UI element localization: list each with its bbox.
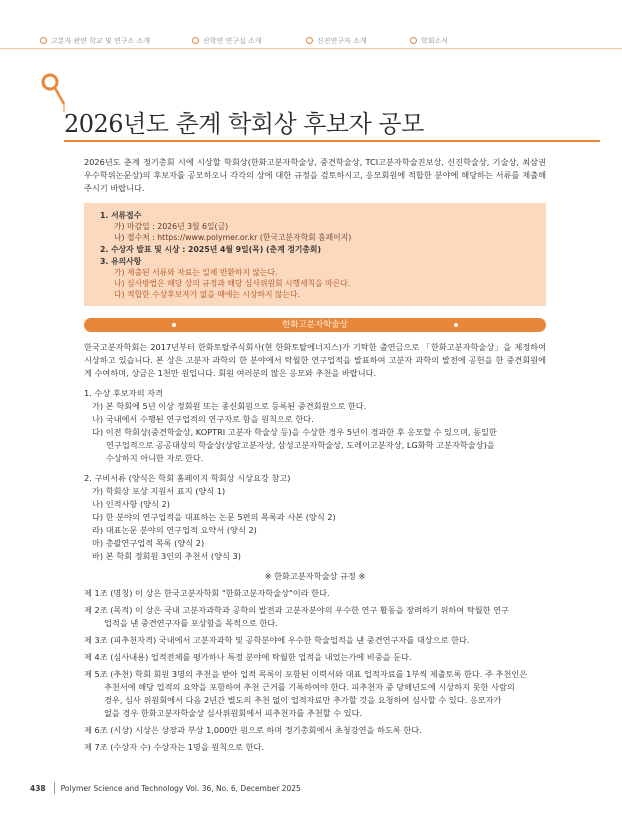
notice-caution-b: 나) 심사방법은 해당 상의 규정과 해당 심사위원회 시행세칙을 따른다. bbox=[114, 279, 351, 288]
rule-text: 제 5조 (추천) 학회 회원 3명의 추천을 받아 업적 목록이 포함된 이력서와 대표 업적자료를 1부씩 제출토록 한다. 주 추천인은 bbox=[84, 669, 528, 679]
notice-heading-cautions: 3. 유의사항 bbox=[100, 257, 142, 266]
rule-text-continued: 경우, 심사 위원회에서 다음 2년간 별도의 추천 없이 업적자료만 추가할 것을 요청하여 심사할 수 있다. 응모자가 bbox=[104, 695, 502, 705]
nav-item-label: 고분자 관련 학교 및 연구소 소개 bbox=[51, 37, 151, 45]
rule-article: 제 7조 (수상자 수) 수상자는 1명을 원칙으로 한다. bbox=[84, 742, 264, 752]
page-footer bbox=[30, 782, 301, 794]
rule-article: 제 4조 (심사내용) 업적전체를 평가하나 특정 분야에 탁월한 업적을 내었는가에 비중을 둔다. bbox=[84, 652, 412, 662]
rule-article: 제 3조 (피추천자격) 국내에서 고분자과학 및 공학분야에 우수한 학술업적을 낸 중견연구자를 대상으로 한다. bbox=[84, 635, 470, 645]
page-title: 2026년도 춘계 학회상 후보자 공모 bbox=[64, 110, 424, 138]
rule-article: 제 1조 (명칭) 이 상은 한국고분자학회 "한화고분자학술상"이라 한다. bbox=[84, 588, 330, 598]
intro-text: 2026년도 춘계 정기총회 시에 시상할 학회상(한화고분자학술상, 중견학술상, TCI고분자학술진보상, 신진학술상, 기술상, 최삼권우수학위논문상)의 후보자를 공모하오니 각각의 상에 대한 규정을 검토하시고, 응모회원에 적합한 분야에 해당하는 서류를 제출해 주시기 바랍니다. bbox=[84, 157, 546, 193]
notice-heading-submission: 1. 서류접수 bbox=[100, 211, 142, 220]
notice-caution-c: 다) 적합한 수상후보자가 없을 때에는 시상하지 않는다. bbox=[114, 290, 301, 299]
circle-marker-icon bbox=[410, 37, 417, 44]
rule-text-continued: 없을 경우 한화고분자학술상 심사위원회에서 피추천자를 추천할 수 있다. bbox=[104, 708, 363, 718]
main-content bbox=[84, 156, 546, 754]
title-underline bbox=[64, 140, 600, 142]
rule-article bbox=[84, 604, 546, 630]
list-item: 가) 학회상 포상 지원서 표지 (양식 1) bbox=[92, 486, 226, 496]
notice-heading-announcement: 2. 수상자 발표 및 시상 : 2025년 4월 9일(목) (춘계 정기총회) bbox=[100, 245, 322, 254]
footer-divider bbox=[54, 782, 55, 794]
list-item: 나) 인적사항 (양식 2) bbox=[92, 499, 170, 509]
nav-item-institutes[interactable] bbox=[40, 36, 150, 46]
documents-heading: 2. 구비서류 (양식은 학회 홈페이지 학회상 시상요강 참고) bbox=[84, 473, 291, 483]
circle-marker-icon bbox=[192, 37, 199, 44]
qualification-heading: 1. 수상 후보자의 자격 bbox=[84, 388, 163, 398]
nav-item-label: 산학연 연구실 소개 bbox=[203, 37, 262, 45]
notice-submission-site: 나) 접수처 : https://www.polymer.or.kr (한국고분자학회 홈페이지) bbox=[114, 233, 352, 242]
nav-item-label: 학회소식 bbox=[421, 37, 449, 45]
notice-caution-a: 가) 제출된 서류와 자료는 일체 반환하지 않는다. bbox=[114, 268, 278, 277]
section-band bbox=[84, 318, 546, 332]
intro-paragraph bbox=[84, 156, 546, 195]
list-item: 라) 대표논문 분야의 연구업적 요약서 (양식 2) bbox=[92, 525, 257, 535]
pin-marker-icon bbox=[40, 72, 66, 112]
list-item: 바) 본 학회 정회원 3인의 추천서 (양식 3) bbox=[92, 551, 241, 561]
list-item: 다) 한 분야의 연구업적을 대표하는 논문 5편의 목록과 사본 (양식 2) bbox=[92, 512, 336, 522]
list-item: 다) 이전 학회상(중견학술상, KOPTRI 고분자 학술상 등)을 수상한 경우 5년이 경과한 후 응모할 수 있으며, 동일한 bbox=[92, 427, 497, 437]
nav-divider bbox=[0, 48, 622, 49]
circle-marker-icon bbox=[40, 37, 47, 44]
list-item-continued: 연구업적으로 공공대상의 학술상(상암고분자상, 삼성고분자학술상, 도레이고분자상, LG화학 고분자학술상)을 bbox=[106, 440, 495, 450]
notice-box bbox=[84, 203, 546, 306]
circle-marker-icon bbox=[306, 37, 313, 44]
rule-text: 제 2조 (목적) 이 상은 국내 고분자과학과 공학의 발전과 고분자분야의 우수한 연구 활동을 장려하기 위하여 탁월한 연구 bbox=[84, 605, 509, 615]
award-intro-text: 한국고분자학회는 2017년부터 한화토탈주식회사(현 한화토탈에너지스)가 기탁한 출연금으로 「한화고분자학술상」을 제정하여 시상하고 있습니다. 본 상은 고분자 과학의 한 분야에서 탁월한 연구업적을 발표하여 고분자 과학의 발전에 공헌을 한 중견회원에게 수여하며, 상금은 1천만 원입니다. 회원 여러분의 많은 응모와 추천을 바랍니다. bbox=[84, 342, 546, 378]
rule-text-continued: 업적을 낸 중견연구자를 포상함을 목적으로 한다. bbox=[104, 618, 278, 628]
list-item-continued: 수상하지 아니한 자로 한다. bbox=[106, 453, 204, 463]
rules-title: ※ 한화고분자학술상 규정 ※ bbox=[264, 571, 366, 581]
nav-item-labs[interactable] bbox=[192, 36, 262, 46]
rule-text-continued: 추천서에 해당 업적의 요약을 포함하여 추천 근거를 기록하여야 한다. 피추천자 중 당해년도에 시상하지 못한 사람의 bbox=[104, 682, 515, 692]
section-band-label: 한화고분자학술상 bbox=[282, 320, 348, 330]
top-navigation bbox=[0, 30, 622, 60]
journal-citation: Polymer Science and Technology Vol. 36, No. 6, December 2025 bbox=[60, 784, 301, 793]
rule-article bbox=[84, 668, 546, 720]
list-item: 가) 본 학회에 5년 이상 정회원 또는 종신회원으로 등록된 중견회원으로 한다. bbox=[92, 401, 367, 411]
nav-item-label: 신진연구자 소개 bbox=[317, 37, 367, 45]
list-item: 마) 총괄연구업적 목록 (양식 2) bbox=[92, 538, 205, 548]
nav-item-researchers[interactable] bbox=[306, 36, 367, 46]
list-item: 나) 국내에서 수행된 연구업적의 연구자로 함을 원칙으로 한다. bbox=[92, 414, 314, 424]
nav-item-society-news[interactable] bbox=[410, 36, 448, 46]
rule-article: 제 6조 (시상) 시상은 상장과 부상 1,000만 원으로 하며 정기총회에서 초청강연을 하도록 한다. bbox=[84, 725, 422, 735]
award-intro bbox=[84, 341, 546, 380]
notice-deadline: 가) 마감일 : 2026년 3월 6일(금) bbox=[114, 222, 229, 231]
page-number: 438 bbox=[30, 784, 46, 793]
